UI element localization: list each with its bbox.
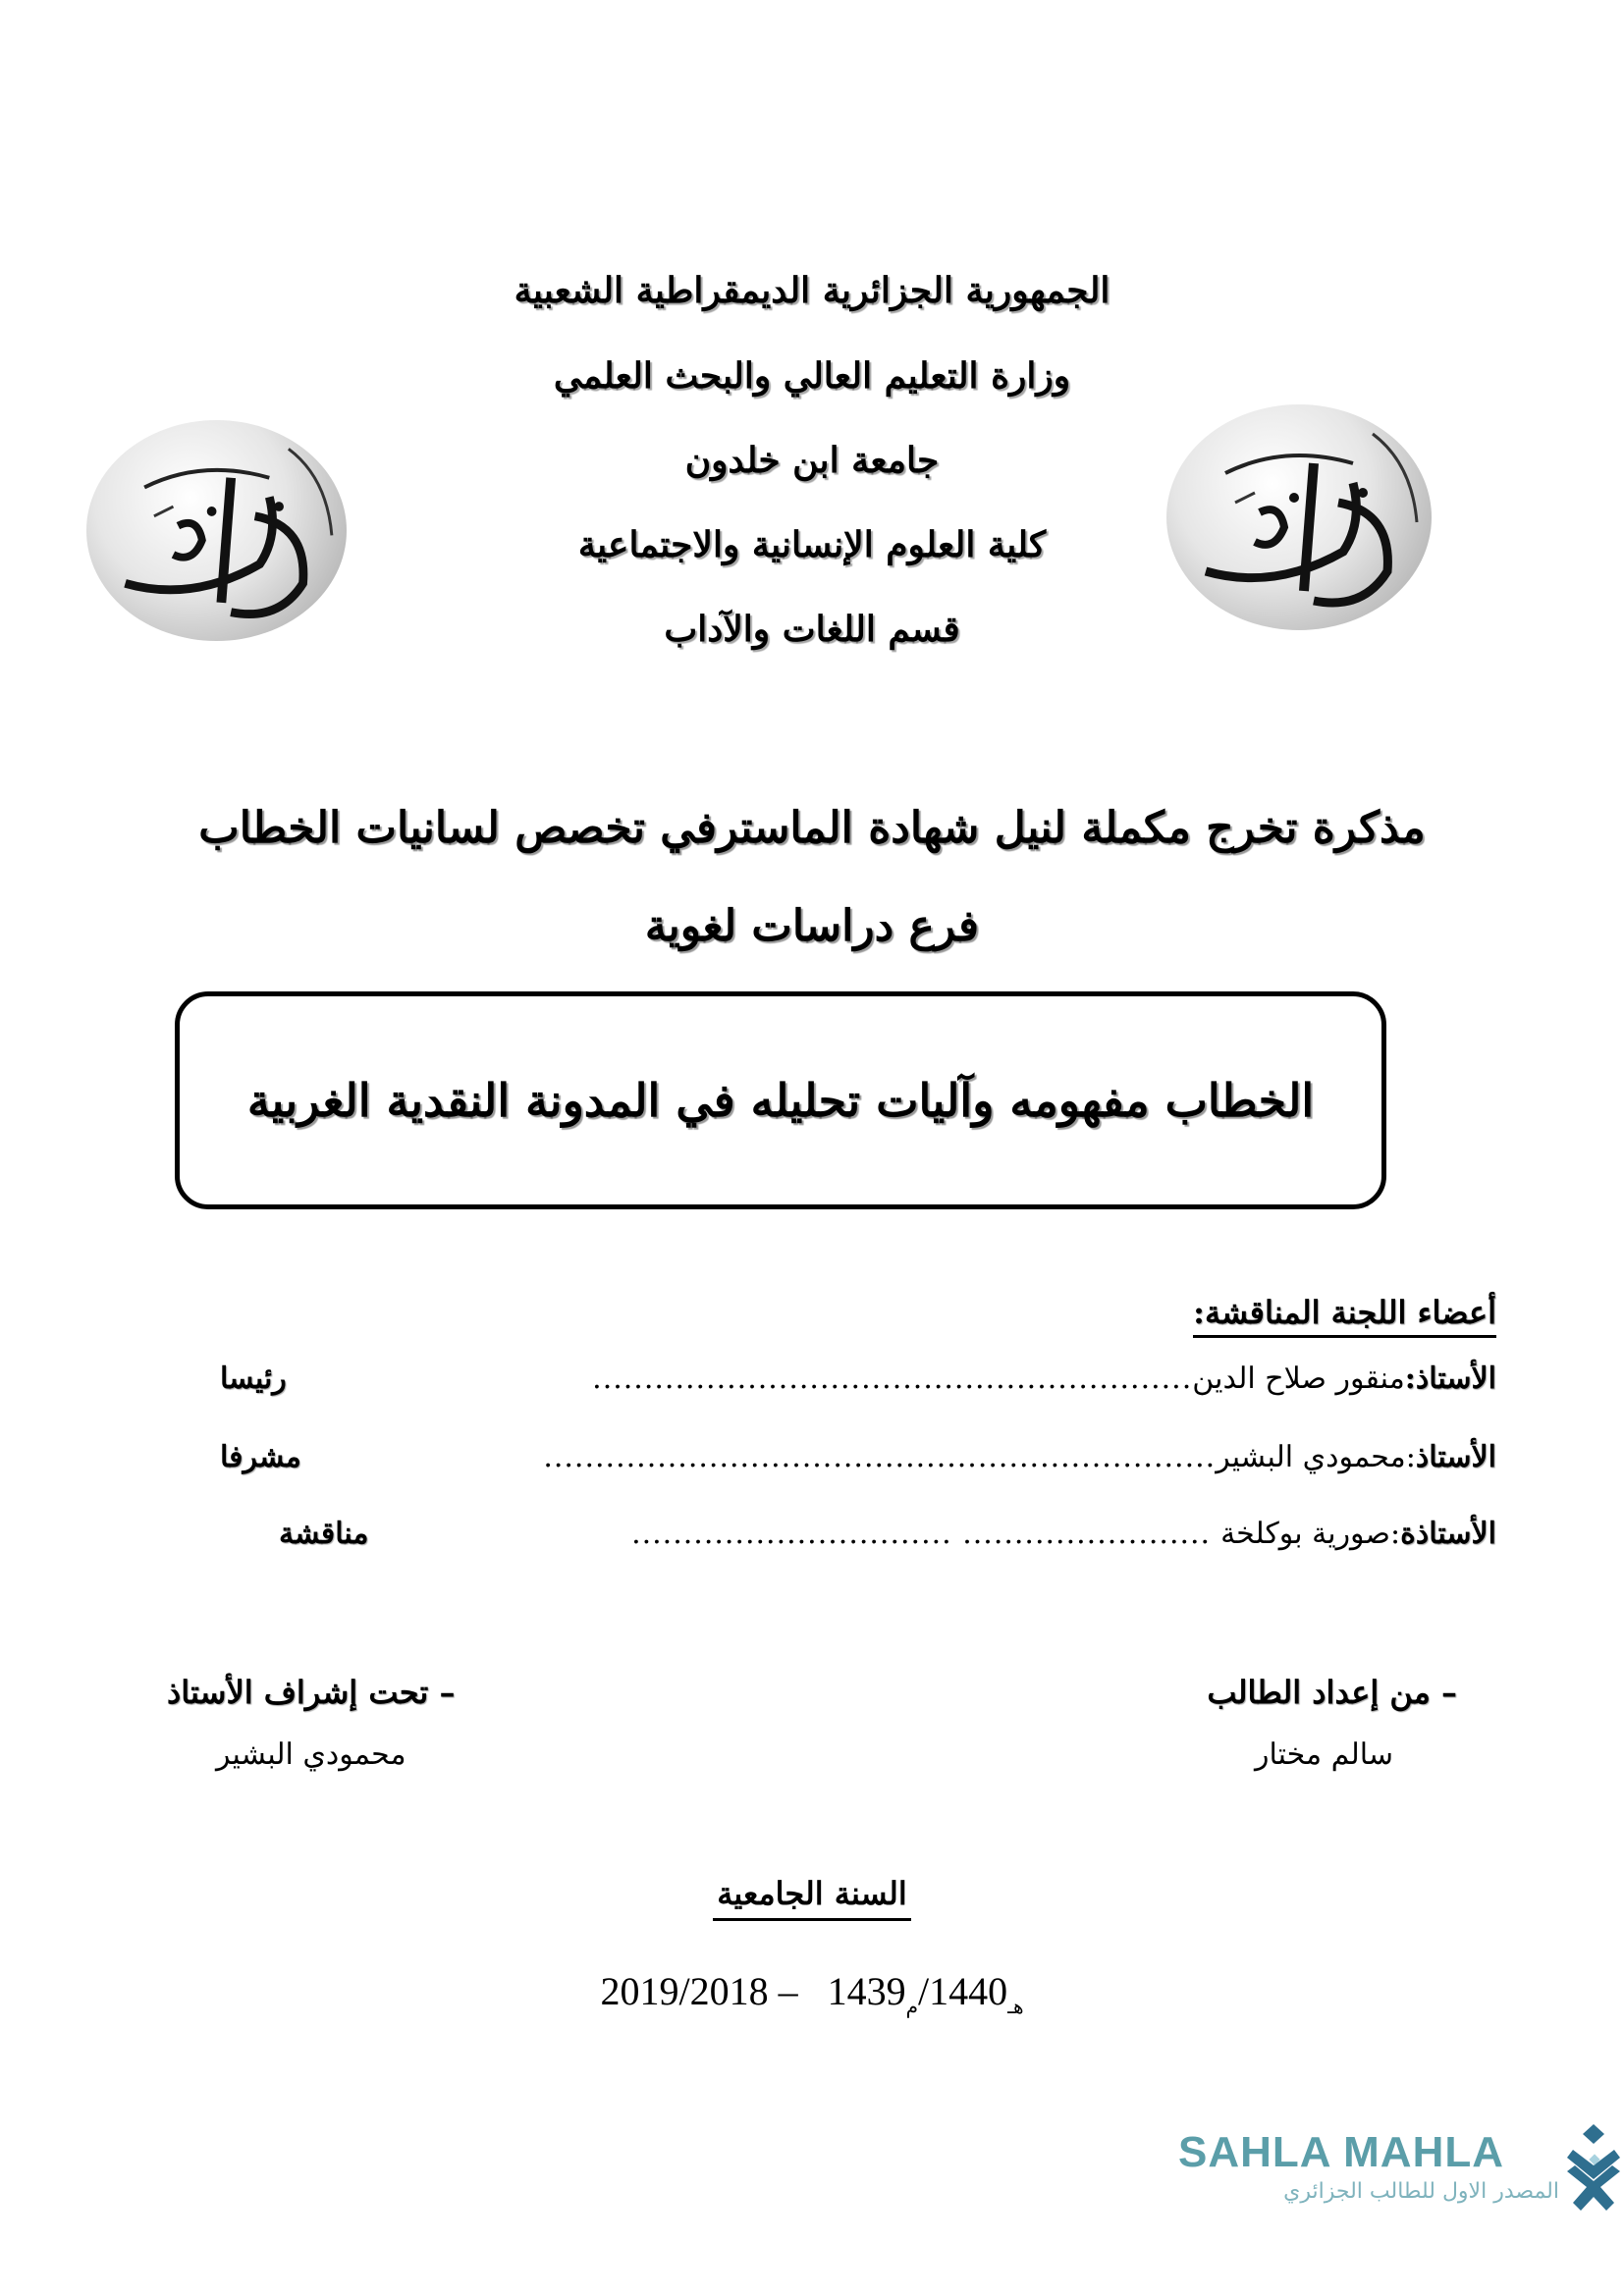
header-university: جامعة ابن خلدون (684, 440, 940, 481)
thesis-title-box (175, 991, 1386, 1209)
committee-member-row (220, 1510, 1496, 1557)
hijri-marker: هـ (1007, 1997, 1024, 2018)
academic-year-value (0, 1968, 1624, 2019)
member-role: مشرفا (220, 1439, 301, 1474)
member-title: الأستاذ: (1404, 1361, 1496, 1396)
supervisor-name: محمودي البشير (216, 1737, 406, 1772)
year-separator: – (778, 1969, 798, 2013)
gregorian-years: 2019/2018 (600, 1969, 769, 2013)
member-name: منقور صلاح الدين (1192, 1361, 1405, 1396)
brand-logo-icon (1563, 2122, 1624, 2213)
header-republic: الجمهورية الجزائرية الديمقراطية الشعبية (514, 270, 1110, 311)
header-faculty: كلية العلوم الإنسانية والاجتماعية (577, 524, 1047, 565)
academic-year-heading: السنة الجامعية (713, 1875, 911, 1921)
committee-member-row (220, 1433, 1496, 1480)
member-dots: .......................................................... (592, 1361, 1193, 1396)
brand-tagline: المصدر الاول للطالب الجزائري (1283, 2179, 1559, 2204)
degree-branch: فرع دراسات لغوية (644, 901, 980, 951)
committee-heading: أعضاء اللجنة المناقشة: (1193, 1294, 1496, 1338)
brand-name: SAHLA MAHLA (1178, 2128, 1504, 2176)
student-heading: – من إعداد الطالب (1207, 1674, 1457, 1711)
degree-statement: مذكرة تخرج مكملة لنيل شهادة الماسترفي تخصص لسانيات الخطاب (198, 803, 1426, 853)
header-ministry: وزارة التعليم العالي والبحث العلمي (553, 355, 1071, 397)
sahla-mahla-watermark (1178, 2128, 1610, 2226)
member-dots: ................................................................. (543, 1439, 1217, 1474)
member-role: مناقشة (279, 1516, 369, 1551)
gregorian-marker: م (905, 1997, 918, 2018)
student-name: سالم مختار (1254, 1737, 1393, 1772)
supervisor-heading: – تحت إشراف الأستاذ (167, 1674, 456, 1711)
member-dots: ........................ ............................... (631, 1516, 1212, 1551)
committee-member-row (220, 1355, 1496, 1402)
calligraphy-seal-icon (1166, 404, 1432, 630)
member-role: رئيسا (220, 1361, 287, 1396)
hijri-start: 1439 (827, 1969, 906, 2013)
member-name: :محمودي البشير (1216, 1439, 1416, 1474)
member-title: الأستاذ (1415, 1439, 1496, 1474)
academic-year-heading-wrap (0, 1875, 1624, 1921)
header-department: قسم اللغات والآداب (664, 609, 960, 650)
university-logo-right (1166, 404, 1432, 630)
member-title: الأستاذة (1400, 1516, 1496, 1551)
thesis-title: الخطاب مفهومه وآليات تحليله في المدونة النقدية الغربية (246, 1074, 1315, 1127)
hijri-end: 1440/ (917, 1969, 1008, 2013)
member-name: :صورية بوكلخة (1220, 1516, 1401, 1551)
